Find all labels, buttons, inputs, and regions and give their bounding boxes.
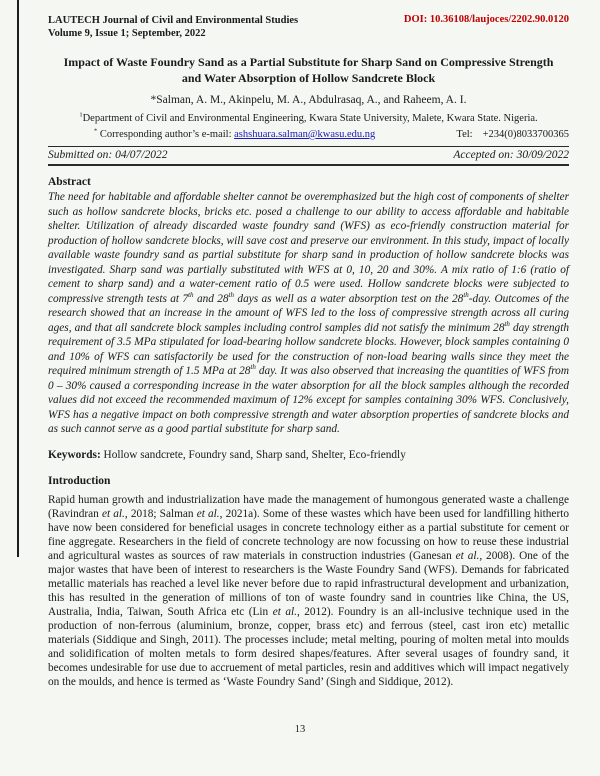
journal-volume-issue: Volume 9, Issue 1; September, 2022 [48,28,206,39]
dates-row [48,147,569,164]
paper-title-line-1: Impact of Waste Foundry Sand as a Partial Substitute for Sharp Sand on Compressive Strength [63,55,554,69]
tel-value: +234(0)8033700365 [482,129,569,140]
journal-header [48,14,569,40]
authors-line: *Salman, A. M., Akinpelu, M. A., Abdulrasaq, A., and Raheem, A. I. [150,94,467,106]
abstract-body: The need for habitable and affordable shelter cannot be overemphasized but the high cost of components of shelter such as hollow sandcrete blocks, bricks etc. posed a challenge to our ability to access affordable and habitable shelter. Utilization of already discarded waste foundry sand (WFS) as eco-friendly construction material for production of hollow sandcrete blocks, will save cost and preserve our environment. In this study, impact of locally available waste foundry sand as partial substitute for sharp sand in production of hollow sandcrete blocks was investigated. Sharp sand was partially substituted with WFS at 0, 10, 20 and 30%. A mix ratio of 1:6 (ratio of cement to sharp sand) and a water-cement ratio of 0.5 were used. Hollow sandcrete blocks were subjected to compressive strength tests at 7th and 28th days as well as a water absorption test on the 28th-day. Outcomes of the research showed that an increase in the amount of WFS led to the loss of compressive strength across all curing ages, and that all sandcrete block samples including control samples did not satisfy the minimum 28th day strength requirement of 3.5 MPa stipulated for load-bearing hollow sandcrete blocks. However, block samples containing 0 and 10% of WFS can satisfactorily be used for the construction of non-load bearing walls since they meet the required minimum strength of 1.5 MPa at 28th day. It was also observed that increasing the quantities of WFS from 0 – 30% caused a corresponding increase in the water absorption for all the block samples although the recorded values did not exceed the recommended maximum of 12% except for samples containing 30% WFS. Conclusively, WFS has a negative impact on both compressive strength and water absorption properties of sandcrete blocks and as such cannot serve as a good partial substitute for sharp sand. [48,191,569,435]
corresponding-email-text: * Corresponding author’s e-mail: ashshuara.salman@kwasu.edu.ng [94,127,376,140]
submitted-accepted-bar [48,146,569,166]
corresponding-line [48,129,569,140]
scan-artifact-line [17,0,19,557]
introduction-heading: Introduction [48,474,111,487]
paper-title [48,54,569,86]
telephone [456,129,569,140]
journal-name: LAUTECH Journal of Civil and Environmental Studies [48,15,299,26]
email-link[interactable]: ashshuara.salman@kwasu.edu.ng [234,129,376,140]
introduction-body: Rapid human growth and industrialization have made the management of humongous generated waste a challenge (Ravindran et al., 2018; Salman et al., 2021a). Some of these wastes which have been used for landfilling hitherto have now been considered for beneficial usages in concrete technology either as a partial substitute for cement or fine aggregate. Researchers in the field of concrete technology are now focussing on how to reuse these industrial and agricultural wastes as sources of raw materials in construction industries (Ganesan et al., 2008). One of the major wastes that have been of interest to researchers is the Waste Foundry Sand (WFS). Demands for fabricated metallic materials has reached a level like never before due to rapid infrastructural development and urbanization, this has resulted in the generation of millions of ton of waste foundry sand in countries like China, the US, Australia, India, Taiwan, South Africa etc (Lin et al., 2012). Foundry is an all-inclusive technique used in the production of non-ferrous (aluminium, bronze, copper, brass etc) and ferrous (steel, cast iron etc) metallic materials (Siddique and Singh, 2011). The processes include; metal melting, pouring of molten metal into moulds and solidification of molten metals to form desired shapes/features. After several usages of foundry sand, it becomes undesirable for use due to accruement of metal particles, resin and additives which will impact negatively on the moulds, and hence is termed as ‘Waste Foundry Sand’ (Singh and Siddique, 2012). [48,493,569,688]
doi-text: DOI: 10.36108/laujoces/2202.90.0120 [403,14,569,25]
accepted-date: Accepted on: 30/09/2022 [453,149,569,161]
paper-title-line-2: and Water Absorption of Hollow Sandcrete Block [181,71,436,85]
keywords-line: Keywords: Hollow sandcrete, Foundry sand, Sharp sand, Shelter, Eco-friendly [48,448,406,461]
tel-label: Tel: [456,129,473,140]
page-number: 13 [294,724,306,735]
affiliation-line: $^1$Department of Civil and Environmental Engineering, Kwara State University, Malete, Kwara State. Nigeria. [79,111,538,124]
abstract-heading: Abstract [48,176,91,188]
journal-info [48,14,298,40]
submitted-date: Submitted on: 04/07/2022 [48,149,168,161]
